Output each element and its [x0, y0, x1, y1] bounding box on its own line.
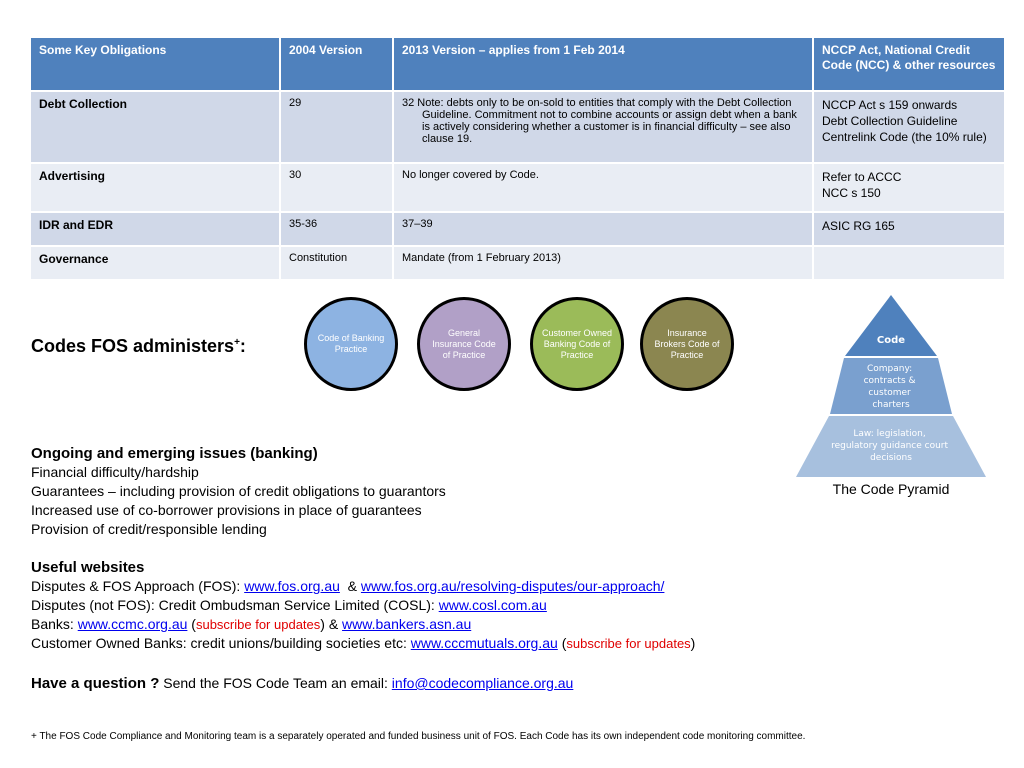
codes-title: Codes FOS administers+:	[31, 336, 246, 356]
row-ncc: ASIC RG 165	[813, 212, 1005, 246]
bankers-link[interactable]: www.bankers.asn.au	[342, 616, 472, 632]
issues-heading: Ongoing and emerging issues (banking)	[31, 445, 318, 462]
pyramid-top-label: Code	[876, 335, 906, 346]
code-circle-general-insurance	[417, 297, 511, 391]
row-2004: 35-36	[280, 212, 393, 246]
row-obligation: Advertising	[30, 163, 280, 212]
row-obligation: Governance	[30, 246, 280, 280]
issues-section	[31, 444, 446, 539]
email-link[interactable]: info@codecompliance.org.au	[391, 675, 574, 691]
row-obligation: IDR and EDR	[30, 212, 280, 246]
table-row	[30, 163, 1005, 212]
row-ncc: Refer to ACCC NCC s 150	[813, 163, 1005, 212]
col-header-ncc: NCCP Act, National Credit Code (NCC) & other resources	[813, 37, 1005, 91]
code-circle-banking	[304, 297, 398, 391]
fos-approach-link[interactable]: www.fos.org.au/resolving-disputes/our-approach/	[360, 578, 665, 594]
row-ncc	[813, 246, 1005, 280]
table-row	[30, 246, 1005, 280]
subscribe-note: subscribe for updates	[566, 636, 691, 651]
pyramid-top	[845, 295, 937, 356]
row-2004: Constitution	[280, 246, 393, 280]
row-2004: 30	[280, 163, 393, 212]
row-2004: 29	[280, 91, 393, 163]
website-line-cob: Customer Owned Banks: credit unions/building societies etc: www.cccmutuals.org.au (subscribe for updates)	[31, 635, 696, 651]
websites-heading: Useful websites	[31, 559, 145, 576]
code-circle-insurance-brokers	[640, 297, 734, 391]
pyramid-middle-label: Company: contracts & customer charters	[863, 364, 916, 410]
circle-label: Code of Banking Practice	[317, 333, 385, 354]
row-2013: No longer covered by Code.	[393, 163, 813, 212]
website-line-banks: Banks: www.ccmc.org.au (subscribe for updates) & www.bankers.asn.au	[31, 616, 472, 632]
table-row	[30, 91, 1005, 163]
fos-link[interactable]: www.fos.org.au	[244, 578, 340, 594]
circle-label: General Insurance Code of Practice	[432, 327, 496, 360]
website-line-cosl: Disputes (not FOS): Credit Ombudsman Service Limited (COSL): www.cosl.com.au	[31, 597, 547, 613]
pyramid-caption: The Code Pyramid	[832, 481, 950, 497]
code-pyramid	[796, 295, 986, 479]
col-header-obligations: Some Key Obligations	[30, 37, 280, 91]
website-line-fos: Disputes & FOS Approach (FOS): www.fos.org.au & www.fos.org.au/resolving-disputes/our-approach/	[31, 578, 665, 594]
cosl-link[interactable]: www.cosl.com.au	[438, 597, 547, 613]
row-2013: 32 Note: debts only to be on-sold to entities that comply with the Debt Collection Guideline. Commitment not to combine accounts or assign debt when a bank is actively considering whether a customer is in financial difficulty – see also clause 19.	[393, 91, 813, 163]
col-header-2004: 2004 Version	[280, 37, 393, 91]
col-header-2013: 2013 Version – applies from 1 Feb 2014	[393, 37, 813, 91]
list-item: Increased use of co-borrower provisions in place of guarantees	[31, 502, 422, 518]
websites-section	[31, 558, 695, 653]
code-circle-customer-owned	[530, 297, 624, 391]
obligations-table	[29, 36, 1006, 281]
subscribe-note: subscribe for updates	[195, 617, 321, 632]
list-item: Provision of credit/responsible lending	[31, 521, 267, 537]
question-line: Have a question ? Send the FOS Code Team an email: info@codecompliance.org.au	[31, 675, 574, 692]
row-2013: 37–39	[393, 212, 813, 246]
pyramid-bottom-label: Law: legislation, regulatory guidance court decisions	[831, 429, 949, 463]
cccmutuals-link[interactable]: www.cccmutuals.org.au	[410, 635, 558, 651]
row-ncc: NCCP Act s 159 onwards Debt Collection Guideline Centrelink Code (the 10% rule)	[813, 91, 1005, 163]
table-row	[30, 212, 1005, 246]
row-obligation: Debt Collection	[30, 91, 280, 163]
row-2013: Mandate (from 1 February 2013)	[393, 246, 813, 280]
list-item: Financial difficulty/hardship	[31, 464, 199, 480]
ccmc-link[interactable]: www.ccmc.org.au	[77, 616, 188, 632]
list-item: Guarantees – including provision of credit obligations to guarantors	[31, 483, 446, 499]
question-heading: Have a question ?	[31, 675, 160, 692]
circle-label: Insurance Brokers Code of Practice	[654, 327, 720, 360]
circle-label: Customer Owned Banking Code of Practice	[541, 327, 613, 360]
footnote: + The FOS Code Compliance and Monitoring team is a separately operated and funded business unit of FOS. Each Code has its own independent code monitoring committee.	[31, 731, 806, 742]
